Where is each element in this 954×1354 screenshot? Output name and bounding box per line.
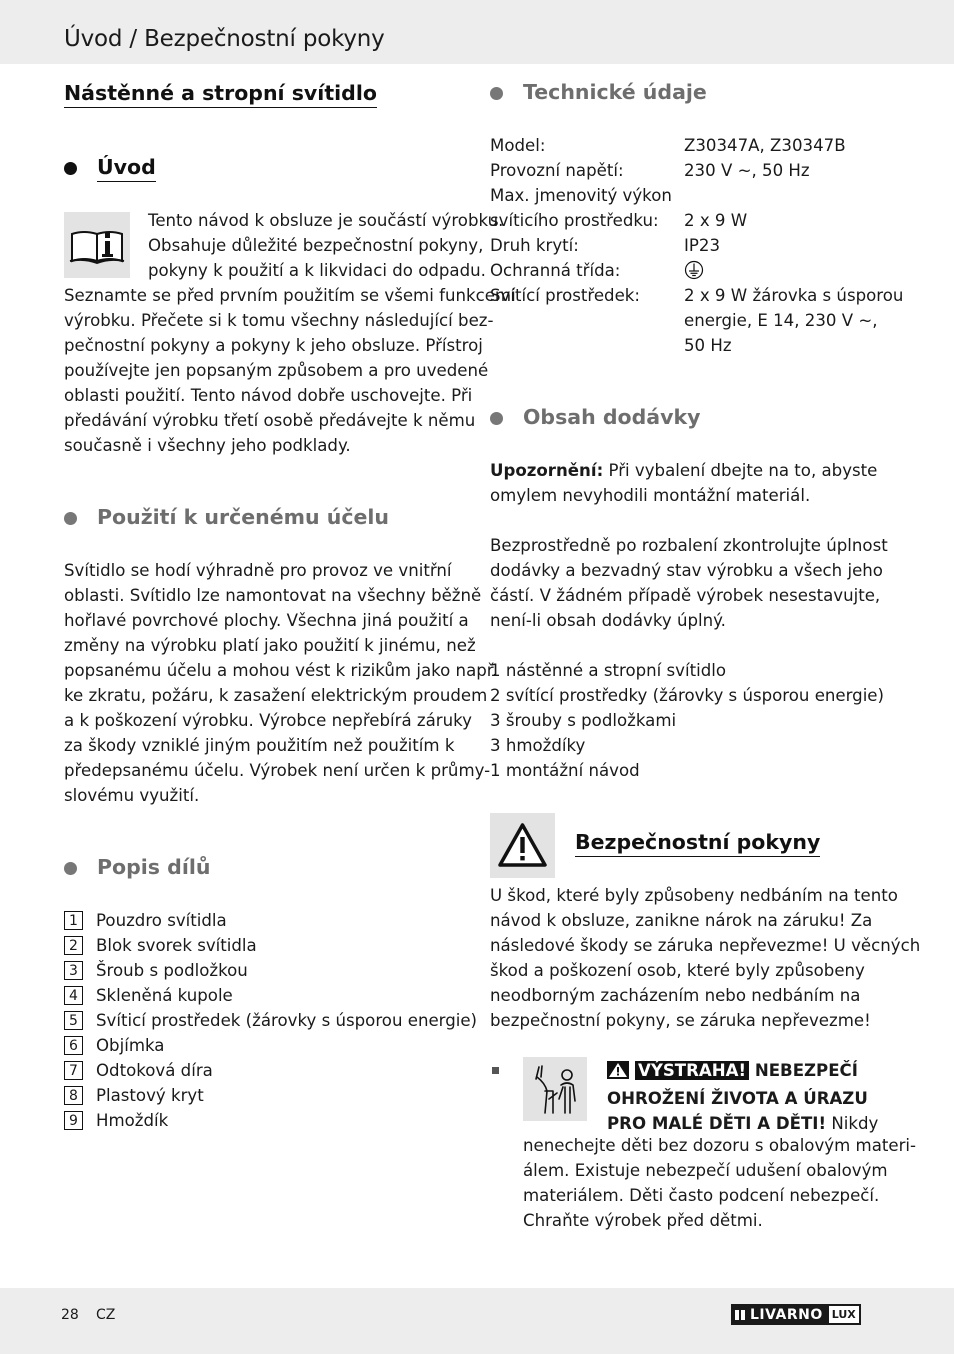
part-number: 8 xyxy=(64,1086,83,1105)
text-line: Chraňte výrobek před dětmi. xyxy=(523,1211,763,1230)
section-bullet xyxy=(64,512,77,525)
list-item: 2 svítící prostředky (žárovky s úsporou energie) xyxy=(490,686,884,705)
part-label: Skleněná kupole xyxy=(96,986,233,1005)
spec-row xyxy=(490,333,903,358)
spec-key: Max. jmenovitý výkon xyxy=(490,186,672,205)
text-line: dodávky a bezvadný stav výrobku a všech jeho xyxy=(490,561,883,580)
text-line: álem. Existuje nebezpečí udušení obalovým xyxy=(523,1161,888,1180)
page-header-title: Úvod / Bezpečnostní pokyny xyxy=(64,26,385,52)
part-number: 1 xyxy=(64,911,83,930)
text-line: oblasti použití. Tento návod dobře uschovejte. Při xyxy=(64,386,473,405)
spec-value: energie, E 14, 230 V ~, xyxy=(684,311,878,330)
warning-title: NEBEZPEČÍ xyxy=(749,1061,858,1080)
part-row xyxy=(64,958,477,983)
text-line: bezpečnostní pokyny, se záruka nepřevezme! xyxy=(490,1011,871,1030)
text-line: Svítidlo se hodí výhradně pro provoz ve vnitřní xyxy=(64,561,452,580)
spec-row xyxy=(490,233,903,258)
text-line: nenechejte děti bez dozoru s obalovým materi- xyxy=(523,1136,917,1155)
text-line: U škod, které byly způsobeny nedbáním na tento xyxy=(490,886,898,905)
text-line: výrobku. Přečete si k tomu všechny následující bez- xyxy=(64,311,494,330)
child-warning-icon xyxy=(523,1057,587,1121)
part-number: 5 xyxy=(64,1011,83,1030)
text-line: změny na výrobku platí jako použití k jinému, než xyxy=(64,636,476,655)
part-label: Plastový kryt xyxy=(96,1086,204,1105)
spec-value: 2 x 9 W xyxy=(684,211,748,230)
spec-row xyxy=(490,283,903,308)
text-line: škod a poškození osob, které byly způsobeny xyxy=(490,961,865,980)
obsah-check-text xyxy=(490,533,888,633)
spec-key: Ochranná třída: xyxy=(490,261,621,280)
text-line: pečnostní pokyny a pokyny k jeho obsluze. Přístroj xyxy=(64,336,483,355)
text-line: následové škody se záruka nepřevezme! U věcných xyxy=(490,936,921,955)
text-line: slovému využití. xyxy=(64,786,200,805)
heading-technicke: Technické údaje xyxy=(523,80,707,104)
page-number: 28 xyxy=(61,1307,79,1323)
text-line: popsanému účelu a mohou vést k rizikům jako např. xyxy=(64,661,498,680)
part-number: 9 xyxy=(64,1111,83,1130)
list-item: 1 nástěnné a stropní svítidlo xyxy=(490,661,727,680)
bezpecnost-text xyxy=(490,883,920,1033)
part-row xyxy=(64,1033,477,1058)
text-line: Bezprostředně po rozbalení zkontrolujte úplnost xyxy=(490,536,888,555)
part-row xyxy=(64,1008,477,1033)
spec-row xyxy=(490,208,903,233)
text-line: není-li obsah dodávky úplný. xyxy=(490,611,726,630)
spec-key xyxy=(490,308,684,333)
part-row xyxy=(64,1083,477,1108)
pouziti-text xyxy=(64,558,497,808)
part-row xyxy=(64,933,477,958)
text-line: částí. V žádném případě výrobek nesestavujte, xyxy=(490,586,881,605)
text-line: oblasti. Svítidlo lze namontovat na všechny běžně xyxy=(64,586,482,605)
part-number: 3 xyxy=(64,961,83,980)
warning-tag: VÝSTRAHA! xyxy=(635,1061,749,1080)
text-line: používejte jen popsaným způsobem a pro uvedené xyxy=(64,361,489,380)
spec-table xyxy=(490,133,903,358)
part-row xyxy=(64,908,477,933)
spec-value: 50 Hz xyxy=(684,336,732,355)
spec-row xyxy=(490,158,903,183)
text-line: hořlavé povrchové plochy. Všechna jiná použití a xyxy=(64,611,469,630)
part-label: Svíticí prostředek (žárovky s úsporou energie) xyxy=(96,1011,478,1030)
obsah-items xyxy=(490,658,884,783)
list-item: 1 montážní návod xyxy=(490,761,640,780)
warning-triangle-icon xyxy=(490,813,555,878)
heading-popis: Popis dílů xyxy=(97,855,211,879)
protection-class-earth-icon xyxy=(684,258,704,283)
text-line: pokyny k použití a k likvidaci do odpadu. xyxy=(148,261,486,280)
warning-text-top xyxy=(607,1058,878,1136)
spec-row xyxy=(490,258,903,283)
part-row xyxy=(64,1058,477,1083)
section-bullet xyxy=(490,87,503,100)
text-line: návod k obsluze, zanikne nárok na záruku! Za xyxy=(490,911,873,930)
logo-text: LIVARNO xyxy=(750,1306,823,1323)
list-item: 3 hmoždíky xyxy=(490,736,586,755)
warning-text-rest xyxy=(523,1133,916,1233)
logo-main xyxy=(731,1304,827,1325)
text-line: Tento návod k obsluze je součástí výrobku. xyxy=(148,211,504,230)
spec-value: IP23 xyxy=(684,236,721,255)
part-number: 6 xyxy=(64,1036,83,1055)
main-title: Nástěnné a stropní svítidlo xyxy=(64,81,377,105)
part-number: 2 xyxy=(64,936,83,955)
part-number: 4 xyxy=(64,986,83,1005)
heading-obsah: Obsah dodávky xyxy=(523,405,701,429)
parts-list xyxy=(64,908,477,1133)
part-label: Blok svorek svítidla xyxy=(96,936,257,955)
text-line: Obsahuje důležité bezpečnostní pokyny, xyxy=(148,236,484,255)
part-label: Odtoková díra xyxy=(96,1061,213,1080)
spec-key: Model: xyxy=(490,136,546,155)
manual-info-icon xyxy=(64,212,130,278)
heading-uvod: Úvod xyxy=(97,155,156,179)
part-row xyxy=(64,1108,477,1133)
logo-mark-icon xyxy=(735,1310,745,1320)
page-language: CZ xyxy=(96,1307,116,1323)
spec-key: Provozní napětí: xyxy=(490,161,624,180)
text-line: materiálem. Děti často podcení nebezpečí. xyxy=(523,1186,880,1205)
text-line: předepsanému účelu. Výrobek není určen k průmy- xyxy=(64,761,491,780)
spec-row xyxy=(490,308,903,333)
section-bullet xyxy=(490,412,503,425)
spec-row xyxy=(490,183,903,208)
livarno-lux-logo xyxy=(731,1304,861,1325)
warning-text: Nikdy xyxy=(826,1114,879,1133)
note-text: Při vybalení dbejte na to, abyste xyxy=(603,461,878,480)
part-row xyxy=(64,983,477,1008)
uvod-text-top xyxy=(148,208,503,283)
spec-key: Druh krytí: xyxy=(490,236,579,255)
logo-lux: LUX xyxy=(827,1304,861,1325)
text-line: ke zkratu, požáru, k zasažení elektrickým proudem xyxy=(64,686,488,705)
warning-small-icon xyxy=(607,1061,629,1086)
part-label: Hmoždík xyxy=(96,1111,169,1130)
text-line: neodborným zacházením nebo nedbáním na xyxy=(490,986,861,1005)
part-number: 7 xyxy=(64,1061,83,1080)
spec-row xyxy=(490,133,903,158)
text-line: Seznamte se před prvním použitím se všemi funkcemi xyxy=(64,286,516,305)
text-line: za škody vzniklé jiným použitím než použitím k xyxy=(64,736,455,755)
spec-key: svíticího prostředku: xyxy=(490,211,659,230)
uvod-text xyxy=(64,283,516,458)
text-line: současně i všechny jeho podklady. xyxy=(64,436,351,455)
warning-title: PRO MALÉ DĚTI A DĚTI! xyxy=(607,1114,827,1133)
spec-key: Svítící prostředek: xyxy=(490,286,640,305)
part-label: Objímka xyxy=(96,1036,165,1055)
list-item: 3 šrouby s podložkami xyxy=(490,711,677,730)
obsah-note xyxy=(490,458,877,508)
list-bullet-square xyxy=(492,1067,499,1074)
text-line: předávání výrobku třetí osobě předávejte k němu xyxy=(64,411,476,430)
spec-value: 2 x 9 W žárovka s úsporou xyxy=(684,286,904,305)
section-bullet xyxy=(64,862,77,875)
warning-title: OHROŽENÍ ŽIVOTA A ÚRAZU xyxy=(607,1089,868,1108)
heading-bezpecnost: Bezpečnostní pokyny xyxy=(575,830,820,854)
spec-key xyxy=(490,333,684,358)
part-label: Pouzdro svítidla xyxy=(96,911,227,930)
part-label: Šroub s podložkou xyxy=(96,961,248,980)
spec-value: Z30347A, Z30347B xyxy=(684,136,846,155)
note-label: Upozornění: xyxy=(490,461,604,480)
heading-pouziti: Použití k určenému účelu xyxy=(97,505,390,529)
text-line: a k poškození výrobku. Výrobce nepřebírá záruky xyxy=(64,711,472,730)
text-line: omylem nevyhodili montážní materiál. xyxy=(490,486,811,505)
section-bullet xyxy=(64,162,77,175)
spec-value: 230 V ~, 50 Hz xyxy=(684,161,810,180)
